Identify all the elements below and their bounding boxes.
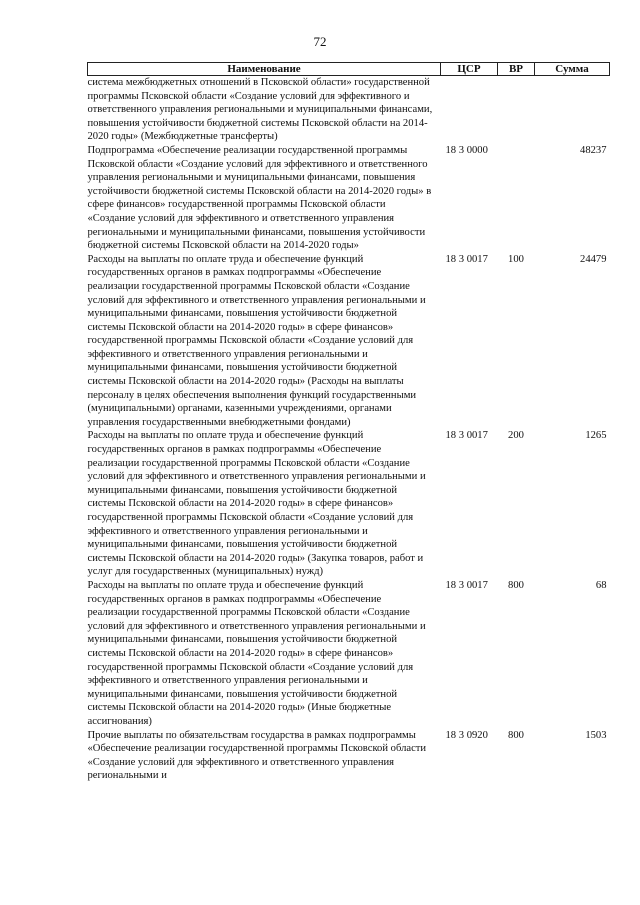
row-name: Расходы на выплаты по оплате труда и обеспечение функций государственных органов в рамках подпрограммы «Обеспечение реализации государственной программы Псковской области «Создание условий для эффективного и ответственного управления региональными и муниципальными финансами, повышения устойчивости бюджетной системы Псковской области на 2014-2020 годы» в сфере финансов» государственной программы Псковской области «Создание условий для эффективного и ответственного управления региональными и муниципальными финансами, повышения устойчивости бюджетной системы Псковской области на 2014-2020 годы» (Закупка товаров, работ и услуг для государственных (муниципальных) нужд) xyxy=(87,430,426,578)
row-csr: 18 3 0920 xyxy=(445,729,488,741)
header-csr: ЦСР xyxy=(441,63,498,76)
row-vr: 200 xyxy=(508,430,524,442)
row-sum: 24479 xyxy=(580,253,607,265)
row-name: система межбюджетных отношений в Псковской области» государственной программы Псковской области «Создание условий для эффективного и ответственного управления региональными и муниципальными финансами, повышения устойчивости бюджетной системы Псковской области на 2014-2020 годы» (Межбюджетные трансферты) xyxy=(87,77,433,143)
row-csr: 18 3 0000 xyxy=(445,144,488,156)
table-row xyxy=(88,579,610,729)
row-vr: 100 xyxy=(508,253,524,265)
row-csr xyxy=(441,76,498,144)
budget-table xyxy=(87,62,610,783)
table-row xyxy=(88,253,610,430)
row-sum: 48237 xyxy=(580,144,607,156)
table-header-row xyxy=(88,63,610,76)
table-row xyxy=(88,144,610,253)
table-row xyxy=(88,76,610,144)
page-number: 72 xyxy=(313,34,327,49)
row-csr: 18 3 0017 xyxy=(445,579,488,591)
row-sum: 1265 xyxy=(585,430,607,442)
row-name: Расходы на выплаты по оплате труда и обеспечение функций государственных органов в рамках подпрограммы «Обеспечение реализации государственной программы Псковской области «Создание условий для эффективного и ответственного управления региональными и муниципальными финансами, повышения устойчивости бюджетной системы Псковской области на 2014-2020 годы» в сфере финансов» государственной программы Псковской области «Создание условий для эффективного и ответственного управления региональными и муниципальными финансами, повышения устойчивости бюджетной системы Псковской области на 2014-2020 годы» (Расходы на выплаты персоналу в целях обеспечения выполнения функций государственными (муниципальными) органами, казенными учреждениями, органами управления государственными внебюджетными фондами) xyxy=(87,253,426,428)
table-row xyxy=(88,729,610,783)
header-sum: Сумма xyxy=(535,63,610,76)
row-name: Расходы на выплаты по оплате труда и обеспечение функций государственных органов в рамках подпрограммы «Обеспечение реализации государственной программы Псковской области «Создание условий для эффективного и ответственного управления региональными и муниципальными финансами, повышения устойчивости бюджетной системы Псковской области на 2014-2020 годы» в сфере финансов» государственной программы Псковской области «Создание условий для эффективного и ответственного управления региональными и муниципальными финансами, повышения устойчивости бюджетной системы Псковской области на 2014-2020 годы» (Иные бюджетные ассигнования) xyxy=(87,579,426,727)
row-name: Подпрограмма «Обеспечение реализации государственной программы Псковской области «Создание условий для эффективного и ответственного управления региональными и муниципальными финансами, повышения устойчивости бюджетной системы Псковской области на 2014-2020 годы» в сфере финансов» государственной программы Псковской области «Создание условий для эффективного и ответственного управления региональными и муниципальными финансами, повышения устойчивости бюджетной системы Псковской области на 2014-2020 годы» xyxy=(87,144,432,252)
header-vr: ВР xyxy=(498,63,535,76)
row-vr xyxy=(498,76,535,144)
header-name: Наименование xyxy=(88,63,441,76)
row-vr xyxy=(498,144,535,253)
row-name: Прочие выплаты по обязательствам государства в рамках подпрограммы «Обеспечение реализации государственной программы Псковской области «Создание условий для эффективного и ответственного управления региональными и xyxy=(87,729,427,782)
row-csr: 18 3 0017 xyxy=(445,253,488,265)
row-csr: 18 3 0017 xyxy=(445,430,488,442)
table-row xyxy=(88,429,610,579)
row-sum: 1503 xyxy=(585,729,607,741)
row-vr: 800 xyxy=(508,729,524,741)
row-sum xyxy=(535,76,610,144)
row-vr: 800 xyxy=(508,579,524,591)
row-sum: 68 xyxy=(595,579,607,591)
